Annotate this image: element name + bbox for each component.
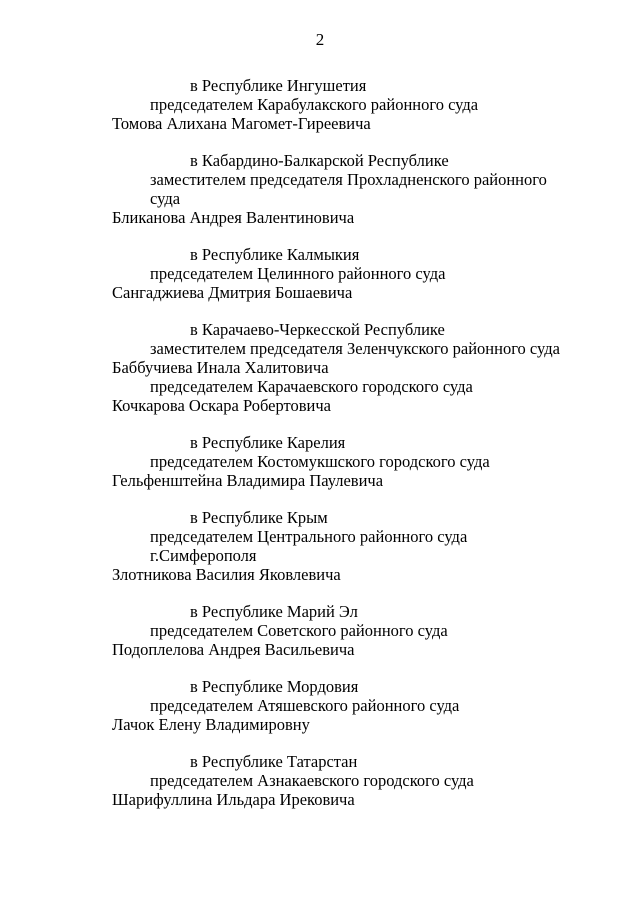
region-heading: в Республике Мордовия — [190, 677, 359, 696]
position-line: председателем Советского районного суда — [150, 621, 448, 640]
region-heading: в Кабардино-Балкарской Республике — [190, 151, 449, 170]
appointee-name: Шарифуллина Ильдара Ирековича — [112, 790, 355, 809]
appointee-name: Гельфенштейна Владимира Паулевича — [112, 471, 384, 490]
position-line: заместителем председателя Зеленчукского районного суда — [150, 339, 560, 358]
region-block — [112, 76, 582, 133]
region-heading: в Республике Калмыкия — [190, 245, 360, 264]
position-line: председателем Центрального районного суда — [150, 527, 468, 546]
position-line-continued: г.Симферополя — [150, 546, 257, 565]
region-block — [112, 320, 582, 415]
position-line-continued: суда — [150, 189, 181, 208]
region-block — [112, 508, 582, 584]
position-line: председателем Карачаевского городского суда — [150, 377, 473, 396]
region-block — [112, 433, 582, 490]
page-number: 2 — [315, 30, 325, 49]
position-line: председателем Костомукшского городского суда — [150, 452, 490, 471]
region-heading: в Республике Татарстан — [190, 752, 358, 771]
position-line: председателем Азнакаевского городского суда — [150, 771, 474, 790]
position-line: председателем Целинного районного суда — [150, 264, 446, 283]
appointee-name: Лачок Елену Владимировну — [112, 715, 310, 734]
appointee-name: Подоплелова Андрея Васильевича — [112, 640, 355, 659]
region-block — [112, 151, 582, 227]
region-block — [112, 602, 582, 659]
region-heading: в Республике Карелия — [190, 433, 346, 452]
appointee-name: Сангаджиева Дмитрия Бошаевича — [112, 283, 353, 302]
region-block — [112, 245, 582, 302]
position-line: председателем Атяшевского районного суда — [150, 696, 460, 715]
document-body — [112, 76, 582, 827]
appointee-name: Томова Алихана Магомет-Гиреевича — [112, 114, 371, 133]
appointee-name: Баббучиева Инала Халитовича — [112, 358, 329, 377]
position-line: председателем Карабулакского районного суда — [150, 95, 479, 114]
region-heading: в Республике Ингушетия — [190, 76, 367, 95]
region-heading: в Республике Марий Эл — [190, 602, 358, 621]
region-heading: в Карачаево-Черкесской Республике — [190, 320, 445, 339]
region-heading: в Республике Крым — [190, 508, 328, 527]
region-block — [112, 752, 582, 809]
appointee-name: Бликанова Андрея Валентиновича — [112, 208, 355, 227]
appointee-name: Кочкарова Оскара Робертовича — [112, 396, 331, 415]
appointee-name: Злотникова Василия Яковлевича — [112, 565, 341, 584]
region-block — [112, 677, 582, 734]
position-line: заместителем председателя Прохладненского районного — [150, 170, 547, 189]
